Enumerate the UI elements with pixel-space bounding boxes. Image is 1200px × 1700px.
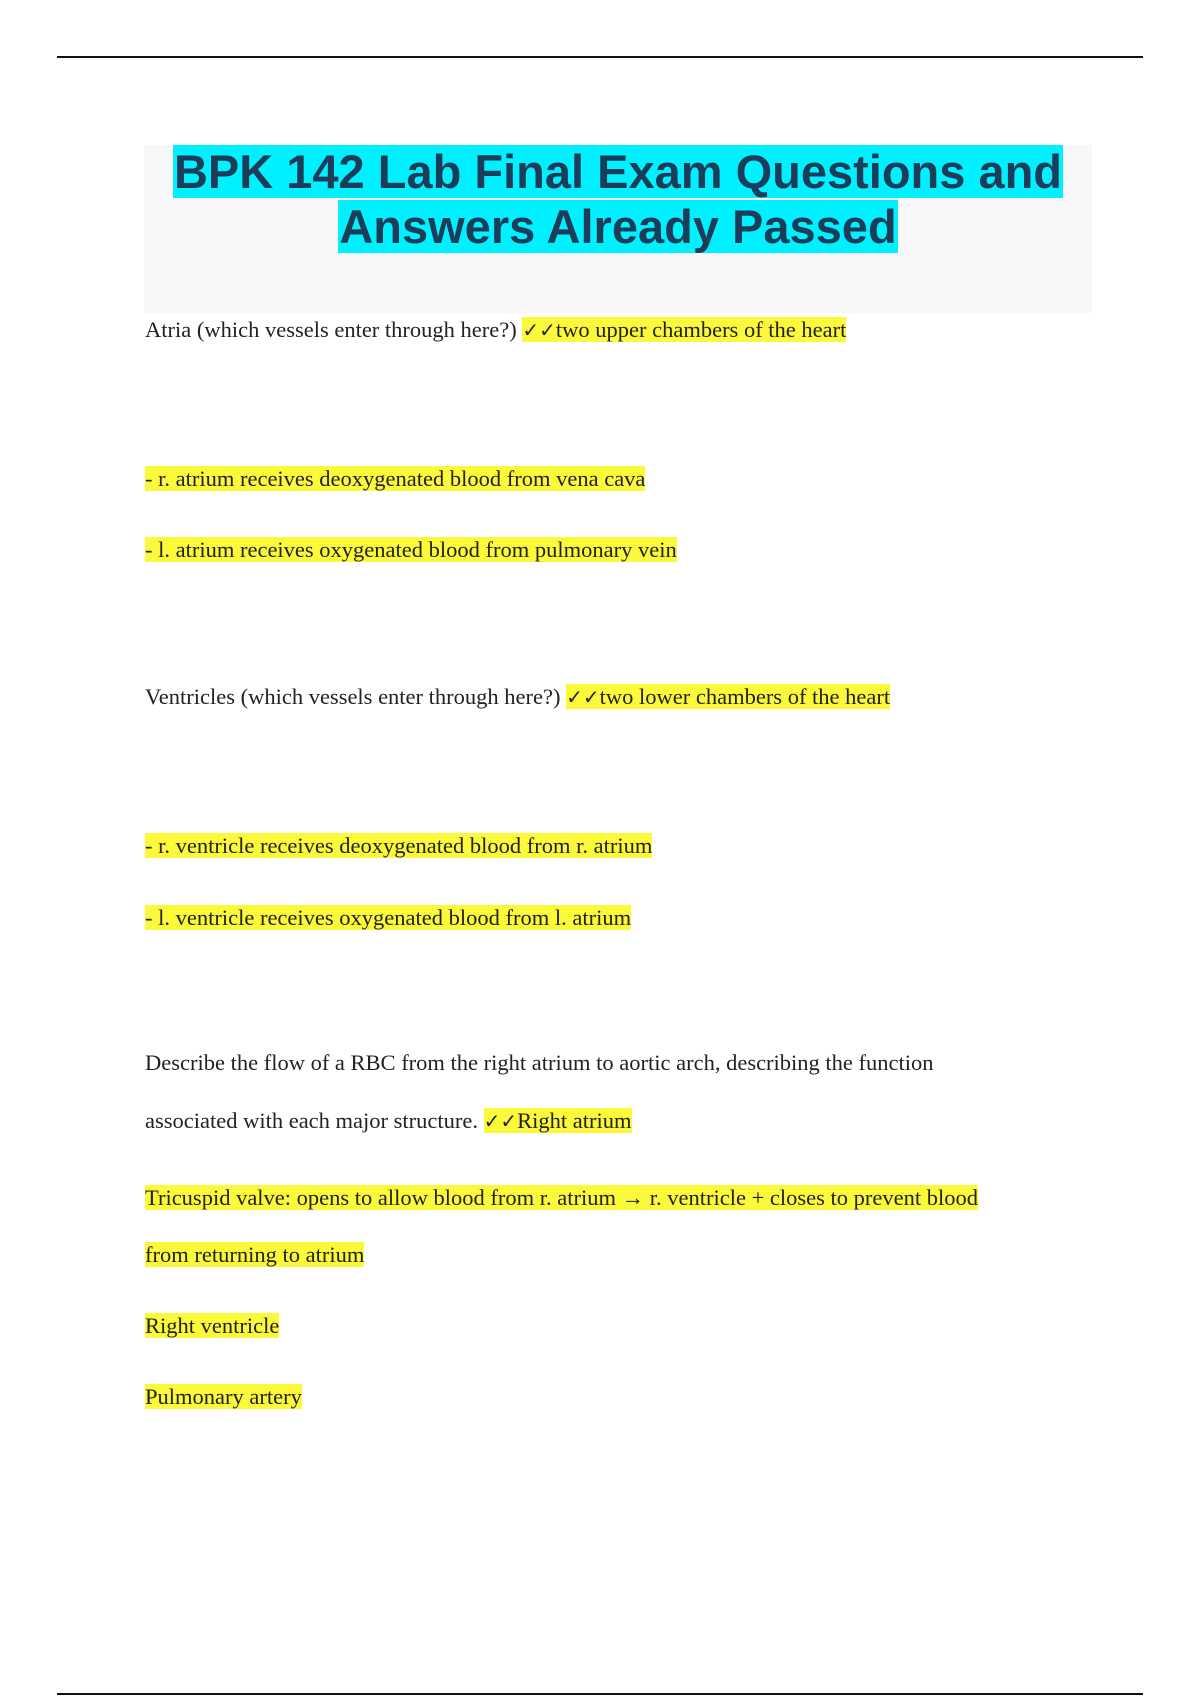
q3-detail-2-text: Right ventricle bbox=[145, 1313, 280, 1338]
q3-question-1: Describe the flow of a RBC from the right atrium to aortic arch, describing the function bbox=[145, 1050, 934, 1075]
q1-line bbox=[145, 315, 846, 345]
q2-detail-1-text: - r. ventricle receives deoxygenated blood from r. atrium bbox=[145, 833, 653, 858]
q2-detail-2-text: - l. ventricle receives oxygenated blood from l. atrium bbox=[145, 905, 632, 930]
q3-detail-1-text-1: Tricuspid valve: opens to allow blood from r. atrium → r. ventricle + closes to prevent blood bbox=[145, 1185, 978, 1210]
q3-detail-1-text-2: from returning to atrium bbox=[145, 1242, 365, 1267]
q1-answer: two upper chambers of the heart bbox=[555, 317, 847, 342]
double-check-icon: ✓✓ bbox=[522, 318, 556, 342]
q1-detail-2-text: - l. atrium receives oxygenated blood from pulmonary vein bbox=[145, 537, 677, 562]
q1-detail-1-text: - r. atrium receives deoxygenated blood from vena cava bbox=[145, 466, 646, 491]
q2-answer: two lower chambers of the heart bbox=[599, 684, 891, 709]
q3-detail-1-line-2 bbox=[145, 1240, 364, 1270]
q3-detail-3 bbox=[145, 1382, 302, 1412]
q2-detail-2 bbox=[145, 903, 631, 933]
title-line-2: Answers Already Passed bbox=[339, 200, 897, 253]
q2-question: Ventricles (which vessels enter through here?) bbox=[145, 684, 567, 709]
q1-question: Atria (which vessels enter through here?) bbox=[145, 317, 523, 342]
q3-question-line-2 bbox=[145, 1106, 632, 1136]
double-check-icon: ✓✓ bbox=[483, 1109, 518, 1133]
bottom-rule bbox=[57, 1693, 1143, 1695]
q3-detail-3-text: Pulmonary artery bbox=[145, 1384, 302, 1409]
document-title bbox=[144, 144, 1092, 254]
top-rule bbox=[57, 56, 1143, 58]
q3-detail-2 bbox=[145, 1311, 279, 1341]
title-line-1: BPK 142 Lab Final Exam Questions and bbox=[173, 145, 1063, 198]
q1-answer-highlight bbox=[522, 317, 846, 342]
q1-detail-2 bbox=[145, 535, 677, 565]
q3-answer: Right atrium bbox=[517, 1108, 632, 1133]
q3-question-2: associated with each major structure. bbox=[145, 1108, 484, 1133]
q3-answer-highlight bbox=[484, 1108, 632, 1133]
q3-detail-1-line-1 bbox=[145, 1183, 978, 1213]
q1-detail-1 bbox=[145, 464, 645, 494]
q2-detail-1 bbox=[145, 831, 652, 861]
q3-question-line-1 bbox=[145, 1048, 934, 1078]
double-check-icon: ✓✓ bbox=[566, 685, 600, 709]
q2-line bbox=[145, 682, 890, 712]
q2-answer-highlight bbox=[566, 684, 890, 709]
